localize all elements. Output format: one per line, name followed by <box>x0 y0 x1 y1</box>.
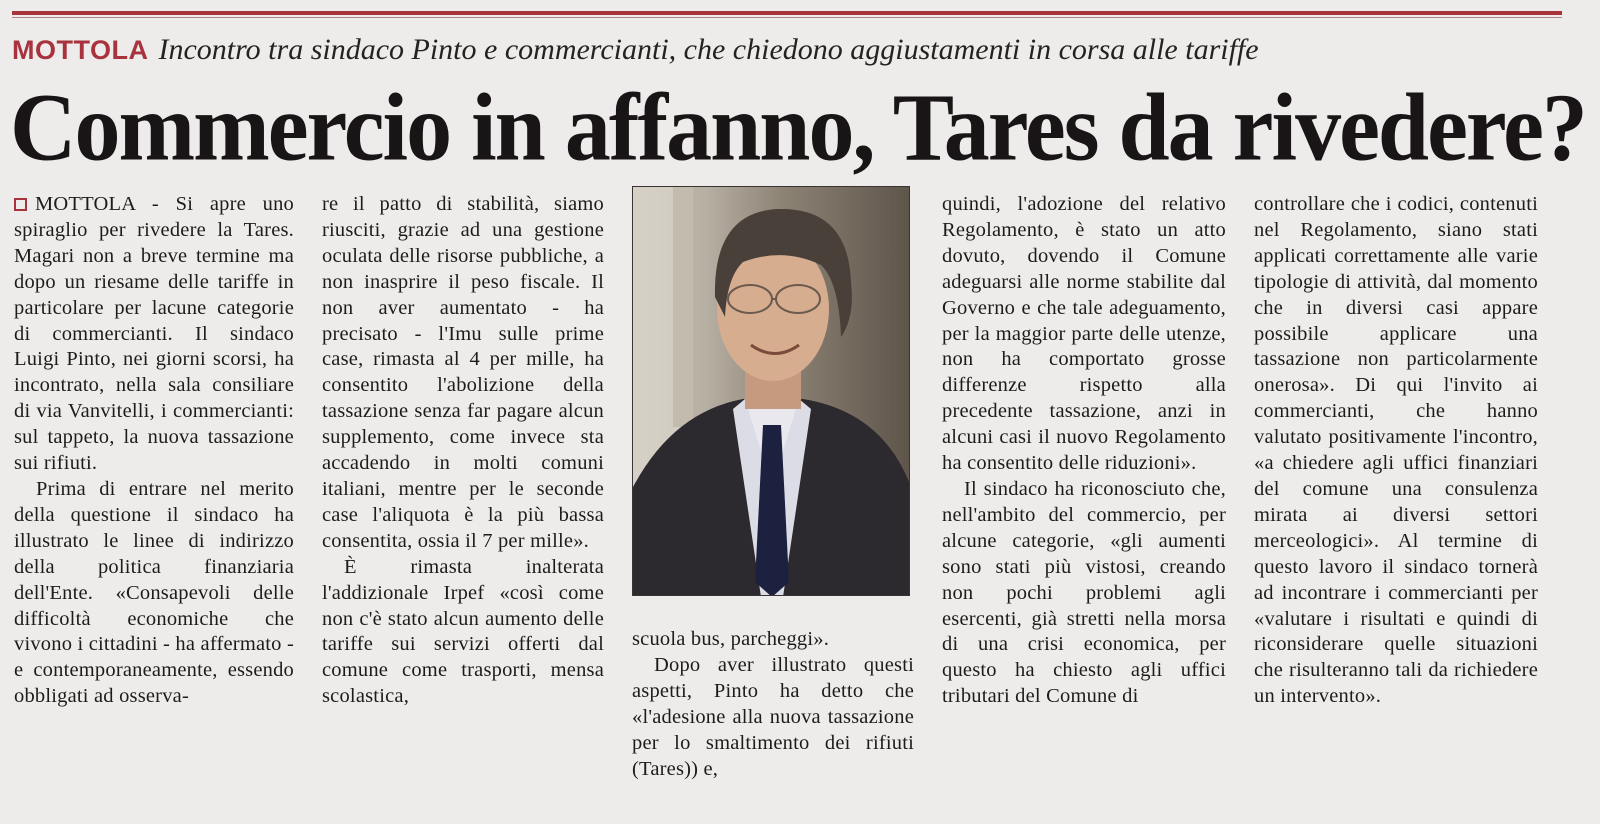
top-rule-thin <box>12 17 1562 18</box>
article-column-3 <box>632 627 914 782</box>
kicker-place: MOTTOLA <box>12 35 149 65</box>
top-rule <box>12 11 1562 15</box>
kicker-subtitle: Incontro tra sindaco Pinto e commercianti, che chiedono aggiustamenti in corsa alle tariffe <box>158 33 1259 66</box>
paragraph: re il patto di stabilità, siamo riusciti, grazie ad una gestione oculata delle risorse pubbliche, a non inasprire il peso fiscale. Il non aver aumentato - ha precisato - l'Imu sulle prime case, rimasta al 4 per mille, ha consentito l'abolizione della tassazione senza far pagare alcun supplemento, come invece sta accadendo in molti comuni italiani, mentre per le seconde case l'aliquota è la più bassa consentita, ossia il 7 per mille». <box>322 193 604 552</box>
paragraph: scuola bus, parcheggi». <box>632 628 830 650</box>
article-column-4 <box>942 192 1226 710</box>
headline: Commercio in affanno, Tares da rivedere? <box>10 73 1586 181</box>
paragraph <box>14 192 294 477</box>
paragraph: controllare che i codici, contenuti nel Regolamento, siano stati applicati correttamente alle varie tipologie di attività, dal momento che in diversi casi appare possibile applicare una tassazione non particolarmente onerosa». Di qui l'invito ai commercianti, che hanno valutato positivamente l'incontro, «a chiedere agli uffici finanziari del comune una consulenza mirata ai diversi settori merceologici». Al termine di questo lavoro il sindaco tornerà ad incontrare i commercianti per «valutare i risultati e quindi di riconsiderare quelle situazioni che risulteranno tali da richiedere un intervento». <box>1254 193 1538 708</box>
paragraph-text: MOTTOLA - Si apre uno spiraglio per rivedere la Tares. Magari non a breve termine ma dopo un riesame delle tariffe in particolare per lacune categorie di commercianti. Il sindaco Luigi Pinto, nei giorni scorsi, ha incontrato, nella sala consiliare di via Vanvitelli, i commercianti: sul tappeto, la nuova tassazione sui rifiuti. <box>14 193 294 475</box>
paragraph: Prima di entrare nel merito della questione il sindaco ha illustrato le linee di indirizzo della politica finanziaria dell'Ente. «Consapevoli delle difficoltà economiche che vivono i cittadini - ha affermato - e contemporaneamente, essendo obbligati ad osserva- <box>14 477 294 708</box>
paragraph: Il sindaco ha riconosciuto che, nell'ambito del commercio, per alcune categorie, «gli aumenti sono stati più vistosi, creando non pochi problemi agli esercenti, già stretti nella morsa di una crisi economica, per questo ha chiesto agli uffici tributari del Comune di <box>942 477 1226 708</box>
article-column-5 <box>1254 192 1538 710</box>
paragraph: È rimasta inalterata l'addizionale Irpef «così come non c'è stato alcun aumento delle tariffe sui servizi offerti dal comune come trasporti, mensa scolastica, <box>322 555 604 708</box>
square-bullet-icon <box>14 198 27 211</box>
portrait-photo <box>632 186 910 596</box>
article-column-2 <box>322 192 604 710</box>
article-column-1 <box>14 192 294 710</box>
paragraph: quindi, l'adozione del relativo Regolamento, è stato un atto dovuto, dovendo il Comune adeguarsi alle norme stabilite dal Governo e che tale adeguamento, per la maggior parte delle utenze, non ha comportato grosse differenze rispetto alla precedente tassazione, anzi in alcuni casi il nuovo Regolamento ha consentito delle riduzioni». <box>942 193 1226 475</box>
paragraph: Dopo aver illustrato questi aspetti, Pinto ha detto che «l'adesione alla nuova tassazione per lo smaltimento dei rifiuti (Tares)) e, <box>632 653 914 780</box>
portrait-icon <box>633 187 910 596</box>
